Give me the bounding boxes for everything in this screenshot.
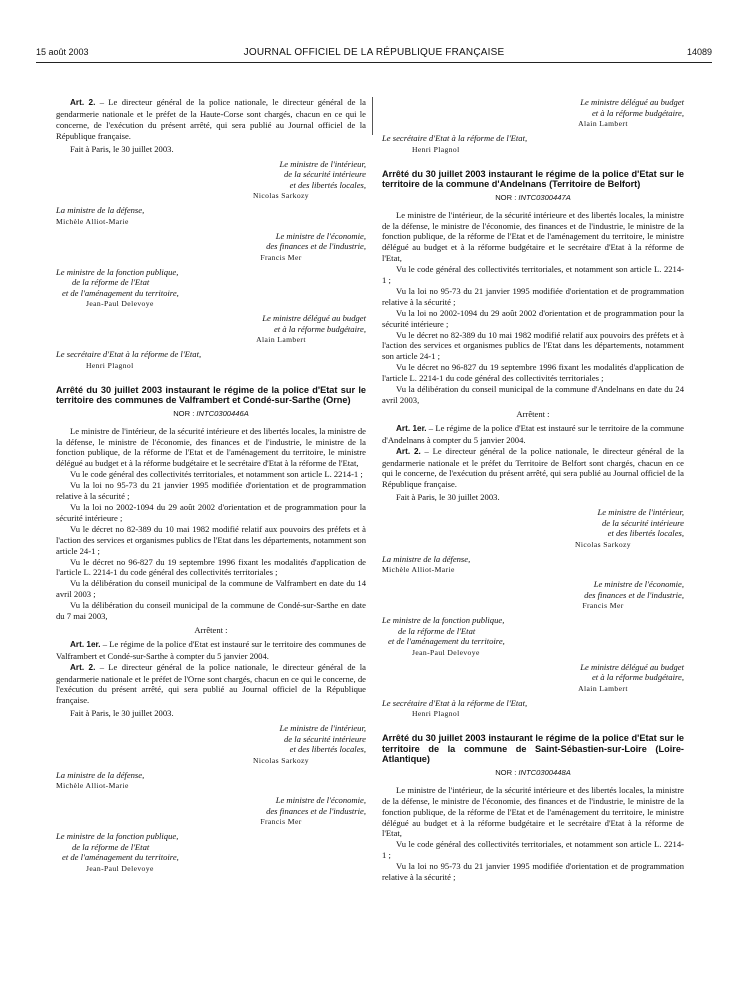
visa-deliberation-r: Vu la délibération du conseil municipal de la commune d'Andelnans en date du 24 avril 2003, [382, 384, 684, 405]
signature-budget-minister: Le ministre délégué au budget et à la réforme budgétaire, Alain Lambert [256, 313, 366, 345]
decree-title-andelnans: Arrêté du 30 juillet 2003 instaurant le régime de la police d'Etat sur le territoire de la commune d'Andelnans (Territoire de Belfort) [382, 168, 684, 190]
visa-law-2002-r: Vu la loi no 2002-1094 du 29 août 2002 d'orientation et de programmation pour la sécurité intérieure ; [382, 307, 684, 329]
column-divider [372, 97, 373, 135]
article-1-r: Art. 1er. – Le régime de la police d'Etat est instauré sur le territoire de la commune d'Andelnans à compter du 5 janvier 2004. [382, 422, 684, 445]
preamble-r: Le ministre de l'intérieur, de la sécurité intérieure et des libertés locales, la ministre de la défense, le ministre de l'économie, des finances et de l'industrie, le ministre de la fonction publique, de la réforme de l'Etat et de l'aménagement du territoire, le ministre délégué au budget et à la réforme budgétaire et le secrétaire d'Etat à la réforme de l'Etat, [382, 209, 684, 264]
signature-state-secretary-r: Le secrétaire d'Etat à la réforme de l'Etat, Henri Plagnol [382, 133, 528, 154]
article-2-r: Art. 2. – Le directeur général de la police nationale, le directeur général de la gendarmerie nationale et le préfet du Territoire de Belfort sont chargés, chacun en ce qui le concerne, de l'exécution du présent arrêté, qui sera publié au Journal officiel de la République française. [382, 445, 684, 490]
visa-law-2002: Vu la loi no 2002-1094 du 29 août 2002 d'orientation et de programmation pour la sécurité intérieure ; [56, 501, 366, 523]
signature-economy-minister-2: Le ministre de l'économie, des finances et de l'industrie, Francis Mer [260, 795, 366, 827]
right-column [382, 97, 684, 883]
article-1: Art. 1er. – Le régime de la police d'Etat est instauré sur le territoire des communes de Valframbert et Condé-sur-Sarthe à compter du 5 janvier 2004. [56, 638, 366, 661]
signature-economy-minister: Le ministre de l'économie, des finances et de l'industrie, Francis Mer [260, 230, 366, 262]
preamble: Le ministre de l'intérieur, de la sécurité intérieure et des libertés locales, la ministre de la défense, le ministre de l'économie, des finances et de l'industrie, le ministre de la fonction publique, de la réforme de l'Etat et de l'aménagement du territoire, le ministre délégué au budget et à la réforme budgétaire et le secrétaire d'Etat à la réforme de l'Etat, [56, 425, 366, 469]
visa-deliberation-1: Vu la délibération du conseil municipal de la commune de Valframbert en date du 14 avril 2003 ; [56, 578, 366, 600]
issue-date: 15 août 2003 [36, 47, 89, 57]
visa-law-1995: Vu la loi no 95-73 du 21 janvier 1995 modifiée d'orientation et de programmation relative à la sécurité ; [56, 480, 366, 502]
signature-public-service-minister-r: Le ministre de la fonction publique, de la réforme de l'Etat et de l'aménagement du territoire, Jean-Paul Delevoye [382, 615, 505, 657]
article-2: Art. 2. – Le directeur général de la police nationale, le directeur général de la gendarmerie nationale et le préfet de la Haute-Corse sont chargés, chacun en ce qui le concerne, de l'exécution du présent arrêté, qui sera publié au Journal officiel de la République française. [56, 97, 366, 141]
signature-state-secretary-r2: Le secrétaire d'Etat à la réforme de l'Etat, Henri Plagnol [382, 697, 528, 719]
signature-interior-minister: Le ministre de l'intérieur, de la sécurité intérieure et des libertés locales, Nicolas Sarkozy [253, 158, 366, 201]
preamble-r2: Le ministre de l'intérieur, de la sécurité intérieure et des libertés locales, la ministre de la défense, le ministre de l'économie, des finances et de l'industrie, le ministre de la fonction publique, de la réforme de l'Etat et de l'aménagement du territoire, le ministre délégué au budget et à la réforme budgétaire et le secrétaire d'Etat à la réforme de l'Etat, [382, 784, 684, 839]
visa-law-1995-r: Vu la loi no 95-73 du 21 janvier 1995 modifiée d'orientation et de programmation relative à la sécurité ; [382, 285, 684, 307]
visa-decree-1982: Vu le décret no 82-389 du 10 mai 1982 modifié relatif aux pouvoirs des préfets et à l'action des services et organismes publics de l'Etat dans les départements, notamment son article 24-1 ; [56, 523, 366, 556]
signature-state-secretary: Le secrétaire d'Etat à la réforme de l'Etat, Henri Plagnol [56, 349, 202, 370]
visa-law-1995-r2: Vu la loi no 95-73 du 21 janvier 1995 modifiée d'orientation et de programmation relative à la sécurité ; [382, 861, 684, 883]
signature-interior-minister-r: Le ministre de l'intérieur, de la sécurité intérieure et des libertés locales, Nicolas Sarkozy [575, 507, 684, 549]
nor-reference-r: NOR : INTC0300447A [495, 192, 571, 202]
left-column [56, 97, 366, 878]
signature-economy-minister-r: Le ministre de l'économie, des finances et de l'industrie, Francis Mer [582, 579, 684, 611]
page-header [36, 47, 712, 61]
header-rule [36, 62, 712, 63]
page-number: 14089 [686, 47, 712, 57]
arretent: Arrêtent : [194, 624, 228, 635]
visa-decree-1996: Vu le décret no 96-827 du 19 septembre 1996 fixant les modalités d'application de l'article L. 2214-1 du code général des collectivités territoriales ; [56, 556, 366, 578]
arretent-r: Arrêtent : [516, 408, 550, 419]
signature-date-2: Fait à Paris, le 30 juillet 2003. [70, 708, 174, 719]
signature-public-service-minister-2: Le ministre de la fonction publique, de la réforme de l'Etat et de l'aménagement du territoire, Jean-Paul Delevoye [56, 831, 179, 873]
visa-decree-1996-r: Vu le décret no 96-827 du 19 septembre 1996 fixant les modalités d'application de l'article L. 2214-1 du code général des collectivités territoriales ; [382, 362, 684, 384]
decree-title-saint-sebastien: Arrêté du 30 juillet 2003 instaurant le régime de la police d'Etat sur le territoire de la commune de Saint-Sébastien-sur-Loire (Loire-Atlantique) [382, 733, 684, 765]
signature-budget-minister-r: Le ministre délégué au budget et à la réforme budgétaire, Alain Lambert [578, 97, 684, 128]
article-2b: Art. 2. – Le directeur général de la police nationale, le directeur général de la gendarmerie nationale et le préfet de l'Orne sont chargés, chacun en ce qui le concerne, de l'exécution du présent arrêté, qui sera publié au Journal officiel de la République française. [56, 661, 366, 706]
signature-budget-minister-r2: Le ministre délégué au budget et à la réforme budgétaire, Alain Lambert [578, 661, 684, 693]
signature-public-service-minister: Le ministre de la fonction publique, de la réforme de l'Etat et de l'aménagement du territoire, Jean-Paul Delevoye [56, 266, 179, 309]
visa-code-r2: Vu le code général des collectivités territoriales, et notamment son article L. 2214-1 ; [382, 839, 684, 861]
signature-defense-minister: La ministre de la défense, Michèle Alliot-Marie [56, 205, 145, 226]
signature-interior-minister-2: Le ministre de l'intérieur, de la sécurité intérieure et des libertés locales, Nicolas Sarkozy [253, 723, 366, 765]
signature-date-r: Fait à Paris, le 30 juillet 2003. [396, 492, 500, 503]
visa-deliberation-2: Vu la délibération du conseil municipal de la commune de Condé-sur-Sarthe en date du 7 mai 2003, [56, 600, 366, 622]
visa-code: Vu le code général des collectivités territoriales, et notamment son article L. 2214-1 ; [70, 469, 363, 480]
signature-defense-minister-2: La ministre de la défense, Michèle Alliot-Marie [56, 769, 145, 791]
nor-reference-r2: NOR : INTC0300448A [495, 767, 571, 777]
journal-title: JOURNAL OFFICIEL DE LA RÉPUBLIQUE FRANÇAISE [243, 47, 505, 58]
visa-code-r: Vu le code général des collectivités territoriales, et notamment son article L. 2214-1 ; [382, 264, 684, 286]
nor-reference: NOR : INTC0300446A [173, 408, 249, 418]
signature-defense-minister-r: La ministre de la défense, Michèle Alliot-Marie [382, 553, 471, 575]
signature-date: Fait à Paris, le 30 juillet 2003. [70, 143, 174, 154]
decree-title-valframbert: Arrêté du 30 juillet 2003 instaurant le régime de la police d'Etat sur le territoire des communes de Valframbert et Condé-sur-Sarthe (Orne) [56, 384, 366, 406]
visa-decree-1982-r: Vu le décret no 82-389 du 10 mai 1982 modifié relatif aux pouvoirs des préfets et à l'action des services et organismes publics de l'Etat dans les départements, notamment son article 24-1 ; [382, 329, 684, 362]
